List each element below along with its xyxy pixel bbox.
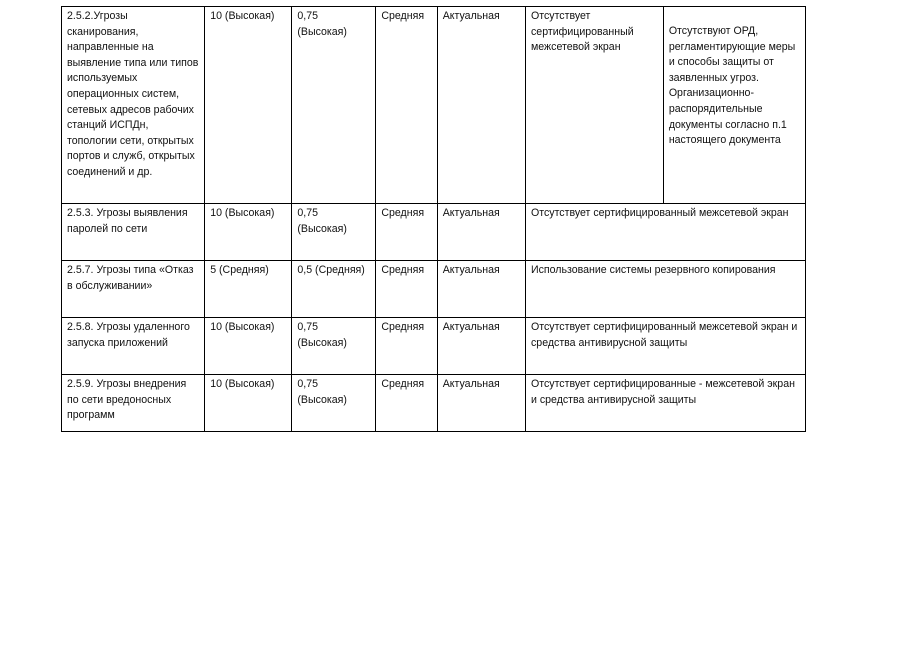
actuality-cell: Актуальная	[437, 204, 525, 261]
measures-cell: Отсутствует сертифицированный межсетевой экран	[526, 7, 664, 204]
feasibility-cell: Средняя	[376, 318, 437, 375]
danger-level-cell: 5 (Средняя)	[205, 261, 292, 318]
feasibility-cell: Средняя	[376, 261, 437, 318]
probability-cell: 0,75 (Высокая)	[292, 318, 376, 375]
probability-cell: 0,5 (Средняя)	[292, 261, 376, 318]
measures-cell: Отсутствует сертифицированные - межсетевой экран и средства антивирусной защиты	[526, 375, 806, 432]
table-row	[62, 7, 806, 204]
danger-level-cell: 10 (Высокая)	[205, 204, 292, 261]
threat-name-cell: 2.5.3. Угрозы выявления паролей по сети	[62, 204, 205, 261]
note-spacer	[669, 9, 800, 24]
threat-name-cell: 2.5.2.Угрозы сканирования, направленные на выявление типа или типов используемых операционных систем, сетевых адресов рабочих станций ИСПДн, топологии сети, открытых портов и служб, открытых соединений и др.	[62, 7, 205, 204]
feasibility-cell: Средняя	[376, 375, 437, 432]
measures-cell: Отсутствует сертифицированный межсетевой экран	[526, 204, 806, 261]
danger-level-cell: 10 (Высокая)	[205, 7, 292, 204]
danger-level-cell: 10 (Высокая)	[205, 318, 292, 375]
table-row	[62, 204, 806, 261]
probability-cell: 0,75 (Высокая)	[292, 375, 376, 432]
feasibility-cell: Средняя	[376, 7, 437, 204]
threat-name-cell: 2.5.7. Угрозы типа «Отказ в обслуживании»	[62, 261, 205, 318]
note-cell	[663, 7, 805, 204]
table-row	[62, 375, 806, 432]
actuality-cell: Актуальная	[437, 7, 525, 204]
note-text: Отсутствуют ОРД, регламентирующие меры и способы защиты от заявленных угроз. Организационно-распорядительные документы согласно п.1 настоящего документа	[668, 25, 796, 147]
table-row	[62, 318, 806, 375]
measures-cell: Отсутствует сертифицированный межсетевой экран и средства антивирусной защиты	[526, 318, 806, 375]
measures-cell: Использование системы резервного копирования	[526, 261, 806, 318]
probability-cell: 0,75 (Высокая)	[292, 204, 376, 261]
threat-name-cell: 2.5.8. Угрозы удаленного запуска приложений	[62, 318, 205, 375]
actuality-cell: Актуальная	[437, 375, 525, 432]
table-row	[62, 261, 806, 318]
threat-name-cell: 2.5.9. Угрозы внедрения по сети вредоносных программ	[62, 375, 205, 432]
feasibility-cell: Средняя	[376, 204, 437, 261]
actuality-cell: Актуальная	[437, 318, 525, 375]
threats-table	[61, 6, 806, 432]
probability-cell: 0,75 (Высокая)	[292, 7, 376, 204]
danger-level-cell: 10 (Высокая)	[205, 375, 292, 432]
actuality-cell: Актуальная	[437, 261, 525, 318]
